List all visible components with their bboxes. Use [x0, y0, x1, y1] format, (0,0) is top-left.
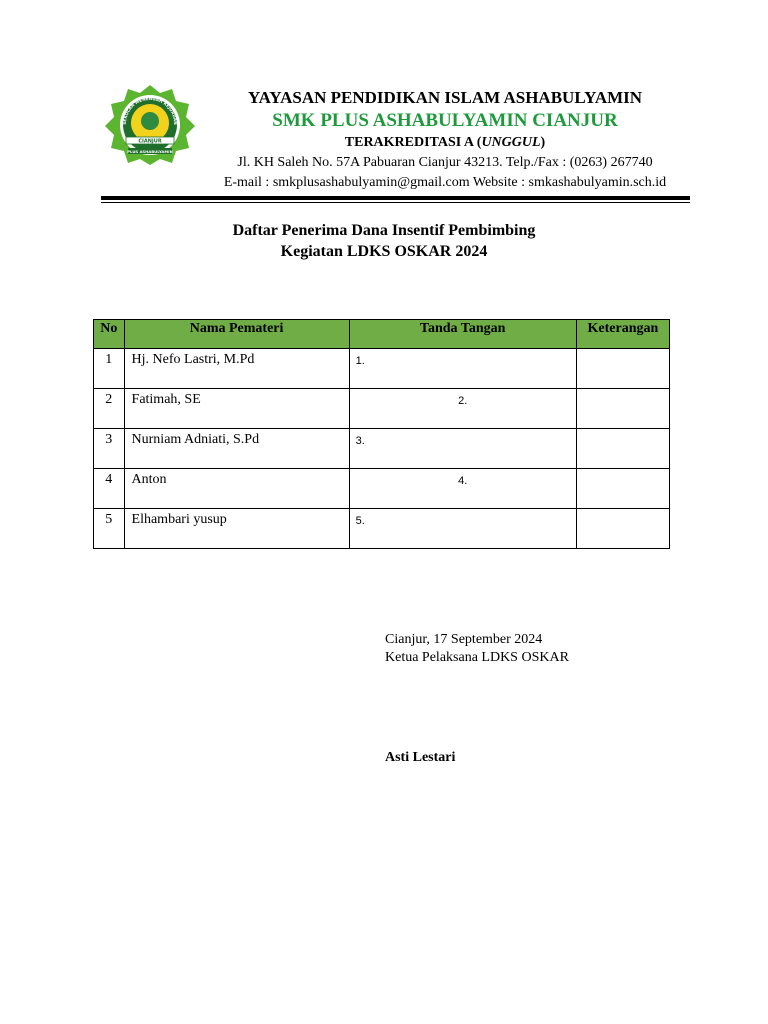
signer-role: Ketua Pelaksana LDKS OSKAR [385, 650, 569, 665]
table-row [94, 469, 670, 509]
signature-cell: 3. [349, 429, 576, 469]
signature-cell: 1. [349, 349, 576, 389]
recipient-name: Elhambari yusup [124, 509, 349, 549]
notes-cell [576, 349, 669, 389]
school-name: SMK PLUS ASHABULYAMIN CIANJUR [272, 110, 618, 131]
notes-cell [576, 509, 669, 549]
logo-top-text: SEKOLAH MENENGAH KEJURUAN [121, 95, 179, 125]
recipient-name: Nurniam Adniati, S.Pd [124, 429, 349, 469]
recipient-name: Hj. Nefo Lastri, M.Pd [124, 349, 349, 389]
accreditation-grade: UNGGUL [481, 135, 541, 150]
row-number: 2 [94, 389, 125, 429]
recipient-name: Fatimah, SE [124, 389, 349, 429]
letterhead-divider-thin [101, 202, 690, 203]
col-header-name: Nama Pemateri [124, 320, 349, 349]
recipient-name: Anton [124, 469, 349, 509]
accreditation-suffix: ) [540, 135, 546, 150]
table-row [94, 349, 670, 389]
notes-cell [576, 469, 669, 509]
logo-banner-text: CIANJUR [138, 138, 162, 145]
signature-cell: 4. [349, 469, 576, 509]
col-header-signature: Tanda Tangan [349, 320, 576, 349]
foundation-name: YAYASAN PENDIDIKAN ISLAM ASHABULYAMIN [247, 88, 643, 107]
table-row [94, 429, 670, 469]
table-header-row [94, 320, 670, 349]
signature-cell: 2. [349, 389, 576, 429]
row-number: 4 [94, 469, 125, 509]
notes-cell [576, 429, 669, 469]
school-contact: E-mail : smkplusashabulyamin@gmail.com Website : smkashabulyamin.sch.id [223, 175, 667, 190]
document-title: Daftar Penerima Dana Insentif Pembimbing [232, 222, 536, 239]
row-number: 5 [94, 509, 125, 549]
place-date: Cianjur, 17 September 2024 [385, 632, 543, 647]
signer-name: Asti Lestari [385, 750, 456, 765]
row-number: 3 [94, 429, 125, 469]
school-address: Jl. KH Saleh No. 57A Pabuaran Cianjur 43213. Telp./Fax : (0263) 267740 [237, 155, 653, 170]
col-header-notes: Keterangan [576, 320, 669, 349]
logo-bottom-text: PLUS ASHABULYAMIN [127, 148, 173, 154]
letterhead-divider-thick [101, 196, 690, 200]
recipients-table [93, 319, 670, 549]
signature-cell: 5. [349, 509, 576, 549]
document-subtitle: Kegiatan LDKS OSKAR 2024 [280, 243, 488, 260]
row-number: 1 [94, 349, 125, 389]
accreditation-prefix: TERAKREDITASI A ( [344, 135, 482, 150]
table-row [94, 389, 670, 429]
col-header-no: No [94, 320, 125, 349]
notes-cell [576, 389, 669, 429]
table-row [94, 509, 670, 549]
accreditation [160, 135, 730, 151]
